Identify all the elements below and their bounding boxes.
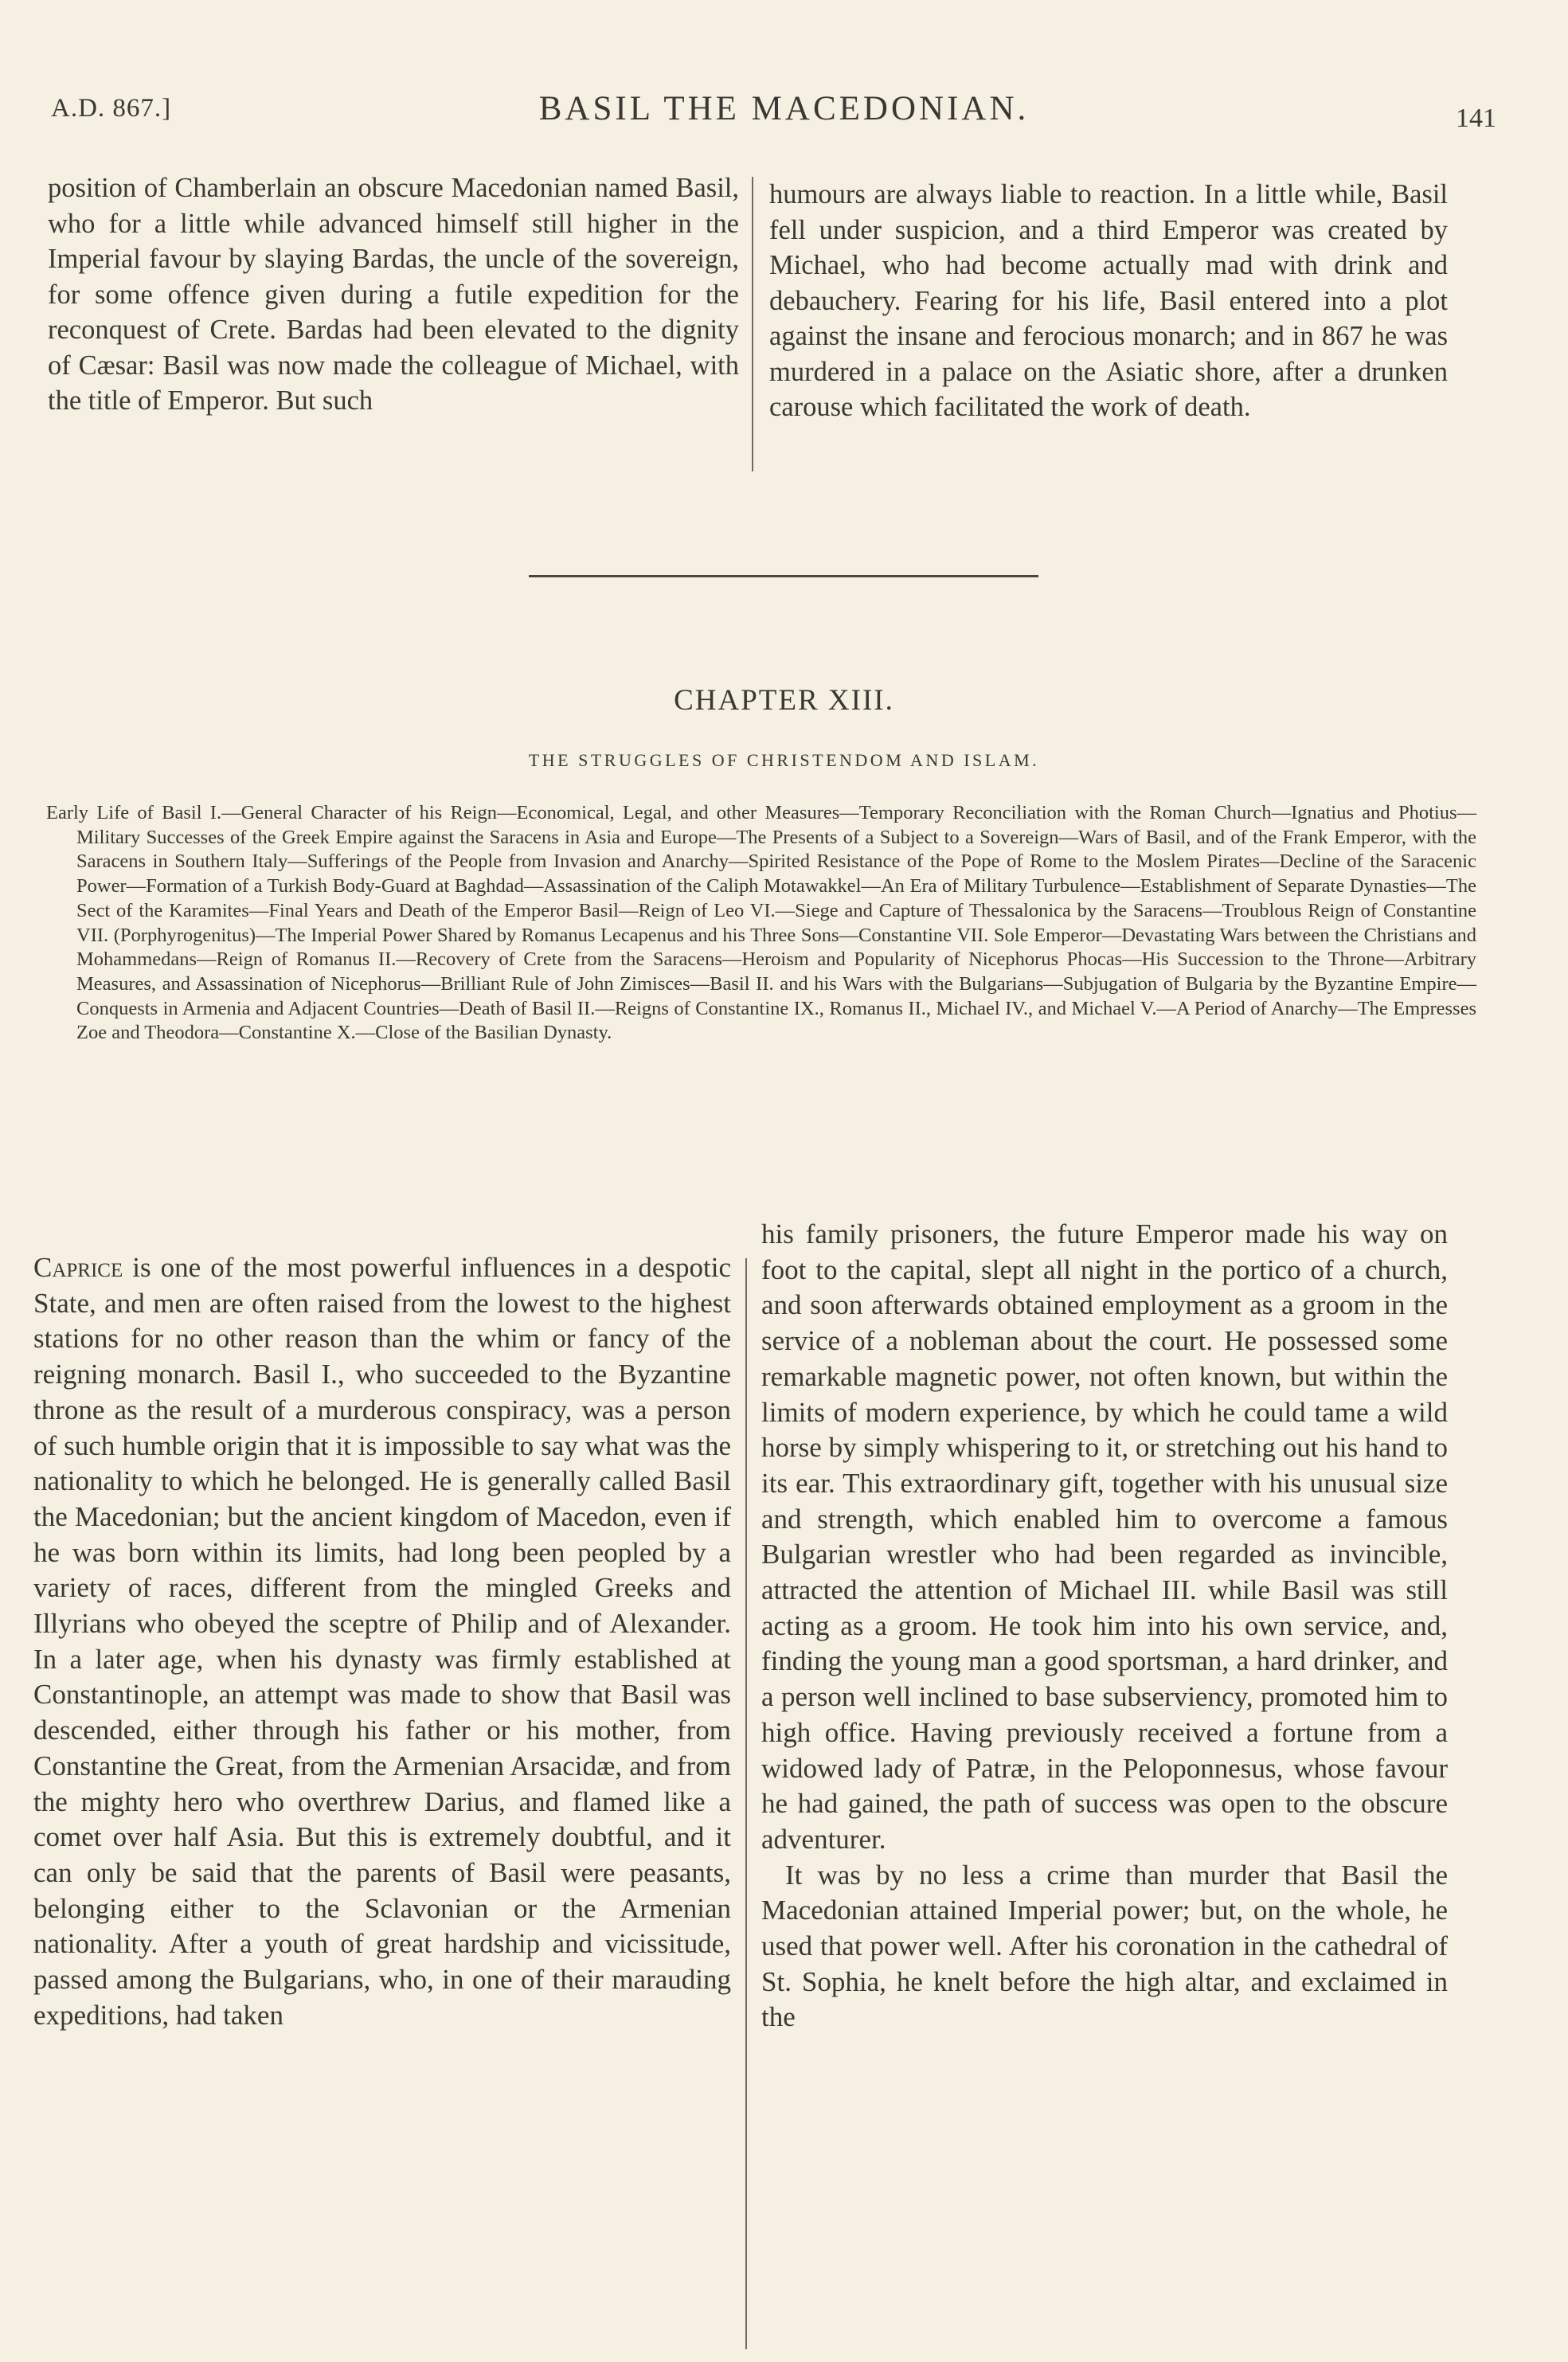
body-right-paragraph-2: It was by no less a crime than murder that Basil the Macedonian attained Imperial power; but, on the whole, he used that power well. After his coronation in the cathedral of St. Sophia, he knelt before the high altar, and exclaimed in the — [761, 1859, 1448, 2033]
section-divider — [529, 575, 1038, 577]
column-rule-top — [752, 177, 753, 471]
body-left-paragraph — [33, 1250, 731, 2033]
top-left-paragraph: position of Chamberlain an obscure Macedonian named Basil, who for a little while advanced himself still higher in the Imperial favour by slaying Bardas, the uncle of the sovereign, for some offence given during a futile expedition for the reconquest of Crete. Bardas had been elevated to the dignity of Cæsar: Basil was now made the colleague of Michael, with the title of Emperor. But such — [48, 173, 739, 416]
body-left-text: is one of the most powerful influences in a despotic State, and men are often raised from the lowest to the highest stations for no other reason than the whim or fancy of the reigning monarch. Basil I., who succeeded to the Byzantine throne as the result of a murderous conspiracy, was a person of such humble origin that it is impossible to say what was the nationality to which he belonged. He is generally called Basil the Macedonian; but the ancient kingdom of Macedon, even if he was born within its limits, had long been peopled by a variety of races, different from the mingled Greeks and Illyrians who obeyed the sceptre of Philip and of Alexander. In a later age, when his dynasty was firmly established at Constantinople, an attempt was made to show that Basil was descended, either through his father or his mother, from Constantine the Great, from the Armenian Arsacidæ, and from the mighty hero who overthrew Darius, and flamed like a comet over half Asia. But this is extremely doubtful, and it can only be said that the parents of Basil were peasants, belonging either to the Sclavonian or the Armenian nationality. After a youth of great hardship and vicissitude, passed among the Bulgarians, who, in one of their marauding expeditions, had taken — [33, 1252, 731, 2031]
body-left-column — [33, 1250, 731, 2033]
running-head — [48, 89, 1520, 137]
running-head-date: A.D. 867.] — [51, 94, 172, 123]
chapter-subtitle: THE STRUGGLES OF CHRISTENDOM AND ISLAM. — [528, 750, 1040, 770]
top-right-column — [769, 177, 1448, 425]
top-left-column — [48, 170, 739, 419]
running-head-title: BASIL THE MACEDONIAN. — [538, 90, 1030, 127]
drop-lead-word: Caprice — [33, 1252, 123, 1283]
body-right-column — [761, 1217, 1448, 2035]
body-right-paragraph-1: his family prisoners, the future Emperor made his way on foot to the capital, slept all night in the portico of a church, and soon afterwards obtained employment as a groom in the service of a nobleman about the court. He possessed some remarkable magnetic power, not often known, but within the limits of modern experience, by which he could tame a wild horse by simply whispering to it, or stretching out his hand to its ear. This extraordinary gift, together with his unusual size and strength, which enabled him to overcome a famous Bulgarian wrestler who had been regarded as invincible, attracted the attention of Michael III. while Basil was still acting as a groom. He took him into his own service, and, finding the young man a good sportsman, a hard drinker, and a person well inclined to base subserviency, promoted him to high office. Having previously received a fortune from a widowed lady of Patræ, in the Peloponnesus, whose favour he had gained, the path of success was open to the obscure adventurer. — [761, 1218, 1448, 1855]
column-rule-body — [745, 1258, 747, 2349]
top-right-paragraph: humours are always liable to reaction. In a little while, Basil fell under suspicion, and a third Emperor was created by Michael, who had become actually mad with drink and debauchery. Fearing for his life, Basil entered into a plot against the insane and ferocious monarch; and in 867 he was murdered in a palace on the Asiatic shore, after a drunken carouse which facilitated the work of death. — [769, 179, 1448, 422]
chapter-synopsis: Early Life of Basil I.—General Character of his Reign—Economical, Legal, and other Measures—Temporary Reconciliation with the Roman Church—Ignatius and Photius—Military Successes of the Greek Empire against the Saracens in Asia and Europe—The Presents of a Subject to a Sovereign—Wars of Basil, and of the Frank Emperor, with the Saracens in Southern Italy—Sufferings of the People from Invasion and Anarchy—Spirited Resistance of the Pope of Rome to the Moslem Pirates—Decline of the Saracenic Power—Formation of a Turkish Body-Guard at Baghdad—Assassination of the Caliph Motawakkel—An Era of Military Turbulence—Establishment of Separate Dynasties—The Sect of the Karamites—Final Years and Death of the Emperor Basil—Reign of Leo VI.—Siege and Capture of Thessalonica by the Saracens—Troublous Reign of Constantine VII. (Porphyrogenitus)—The Imperial Power Shared by Romanus Lecapenus and his Three Sons—Constantine VII. Sole Emperor—Devastating Wars between the Christians and Mohammedans—Reign of Romanus II.—Recovery of Crete from the Saracens—Heroism and Popularity of Nicephorus Phocas—His Succession to the Throne—Arbitrary Measures, and Assassination of Nicephorus—Brilliant Rule of John Zimisces—Basil II. and his Wars with the Bulgarians—Subjugation of Bulgaria by the Byzantine Empire—Conquests in Armenia and Adjacent Countries—Death of Basil II.—Reigns of Constantine IX., Romanus II., Michael IV., and Michael V.—A Period of Anarchy—The Empresses Zoe and Theodora—Constantine X.—Close of the Basilian Dynasty. — [46, 802, 1476, 1044]
page-number: 141 — [1456, 104, 1496, 133]
chapter-title: CHAPTER XIII. — [674, 684, 894, 717]
